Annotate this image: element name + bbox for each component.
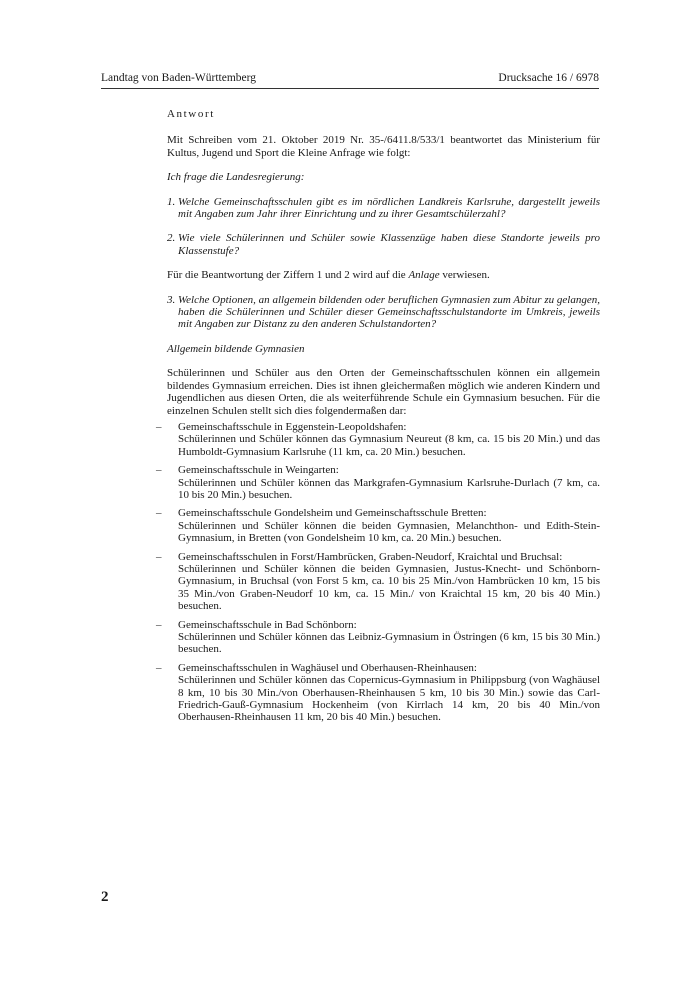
dash-marker: –	[156, 550, 162, 563]
list-item	[156, 550, 600, 613]
list-item-text: Schülerinnen und Schüler können das Markgrafen-Gymnasium Karlsruhe-Durlach (7 km, ca. 10 bis 20 Min.) besuchen.	[178, 476, 600, 501]
intro-paragraph: Mit Schreiben vom 21. Oktober 2019 Nr. 35-/6411.8/533/1 beantwortet das Ministerium für Kultus, Jugend und Sport die Kleine Anfrage wie folgt:	[167, 134, 600, 159]
list-item	[156, 507, 600, 545]
list-item	[156, 661, 600, 724]
header-document-number: Drucksache 16 / 6978	[498, 72, 599, 84]
answer-text: Für die Beantwortung der Ziffern 1 und 2 wird auf die	[167, 269, 409, 282]
answer-1-2	[167, 269, 600, 281]
question-2	[167, 232, 600, 257]
page-header	[101, 72, 599, 89]
answer-text: verwiesen.	[439, 269, 490, 282]
list-item-title: Gemeinschaftsschule in Eggenstein-Leopoldshafen:	[178, 420, 407, 433]
list-item	[156, 464, 600, 501]
list-item-title: Gemeinschaftsschule in Weingarten:	[178, 464, 339, 477]
list-item-text: Schülerinnen und Schüler können die beiden Gymnasien, Justus-Knecht- und Schönborn-Gymnasium, in Bruchsal (von Forst 5 km, ca. 10 bis 25 Min./von Hambrücken 10 km, 15 bis 35 Min./von Graben-Neudorf 10 km, ca. 15 Min./ von Kraichtal 15 km, 20 bis 40 Min.) besuchen.	[178, 562, 600, 613]
list-item-title: Gemeinschaftsschule in Bad Schönborn:	[178, 618, 357, 631]
school-list	[156, 420, 600, 724]
list-item-text: Schülerinnen und Schüler können das Leibniz-Gymnasium in Östringen (6 km, 15 bis 30 Min.) besuchen.	[178, 631, 600, 656]
list-item-title: Gemeinschaftsschulen in Waghäusel und Oberhausen-Rheinhausen:	[178, 661, 477, 674]
dash-marker: –	[156, 618, 162, 631]
list-item-text: Schülerinnen und Schüler können die beiden Gymnasien, Melanchthon- und Edith-Stein-Gymnasium, in Bretten (von Gondelsheim 10 km, ca. 20 Min.) besuchen.	[178, 519, 600, 545]
page-number: 2	[101, 889, 109, 905]
question-lead: Ich frage die Landesregierung:	[167, 171, 305, 184]
section-subheading: Allgemein bildende Gymnasien	[167, 342, 305, 355]
question-number: 1.	[167, 195, 176, 208]
dash-marker: –	[156, 464, 162, 477]
dash-marker: –	[156, 661, 162, 674]
document-body	[156, 108, 600, 730]
question-number: 3.	[167, 293, 176, 306]
question-1	[167, 196, 600, 221]
list-item-title: Gemeinschaftsschule Gondelsheim und Gemeinschaftsschule Bretten:	[178, 507, 487, 520]
list-item	[156, 618, 600, 656]
answer-heading: Antwort	[167, 108, 215, 120]
dash-marker: –	[156, 507, 162, 520]
list-item-text: Schülerinnen und Schüler können das Copernicus-Gymnasium in Philippsburg (von Waghäusel 8 km, 10 bis 30 Min./von Oberhausen-Rheinhausen 5 km, 10 bis 30 Min.) sowie das Carl-Friedrich-Gauß-Gymnasium Hockenheim (von Kirrlach 14 km, 20 bis 40 Min./von Oberhausen-Rheinhausen 11 km, 20 bis 40 Min.) besuchen.	[178, 674, 600, 724]
list-item-text: Schülerinnen und Schüler können das Gymnasium Neureut (8 km, ca. 15 bis 20 Min.) und das Humboldt-Gymnasium Karlsruhe (11 km, ca. 20 Min.) besuchen.	[178, 433, 600, 458]
question-text: Welche Optionen, an allgemein bildenden oder beruflichen Gymnasien zum Abitur zu gelangen, haben die Schülerinnen und Schüler dieser Gemeinschaftsschulstandorte im Umkreis, jeweils mit Angaben zur Distanz zu den anderen Schulstandorten?	[178, 293, 600, 331]
header-parliament: Landtag von Baden-Württemberg	[101, 72, 256, 84]
annex-reference: Anlage	[408, 269, 440, 282]
body-paragraph: Schülerinnen und Schüler aus den Orten der Gemeinschaftsschulen können ein allgemein bildendes Gymnasium erreichen. Dies ist ihnen gleichermaßen möglich wie anderen Kindern und Jugendlichen aus diesen Orten, die als weiterführende Schule ein Gymnasium besuchen. Für die einzelnen Schulen stellt sich dies folgendermaßen dar:	[167, 367, 600, 417]
dash-marker: –	[156, 420, 162, 433]
list-item	[156, 420, 600, 458]
question-text: Wie viele Schülerinnen und Schüler sowie Klassenzüge haben diese Standorte jeweils pro Klassenstufe?	[178, 232, 600, 257]
question-number: 2.	[167, 232, 176, 245]
list-item-title: Gemeinschaftsschulen in Forst/Hambrücken, Graben-Neudorf, Kraichtal und Bruchsal:	[178, 550, 563, 563]
question-3	[167, 294, 600, 331]
question-text: Welche Gemeinschaftsschulen gibt es im nördlichen Landkreis Karlsruhe, dargestellt jeweils mit Angaben zum Jahr ihrer Einrichtung und zu ihrer Gesamtschülerzahl?	[178, 195, 600, 221]
